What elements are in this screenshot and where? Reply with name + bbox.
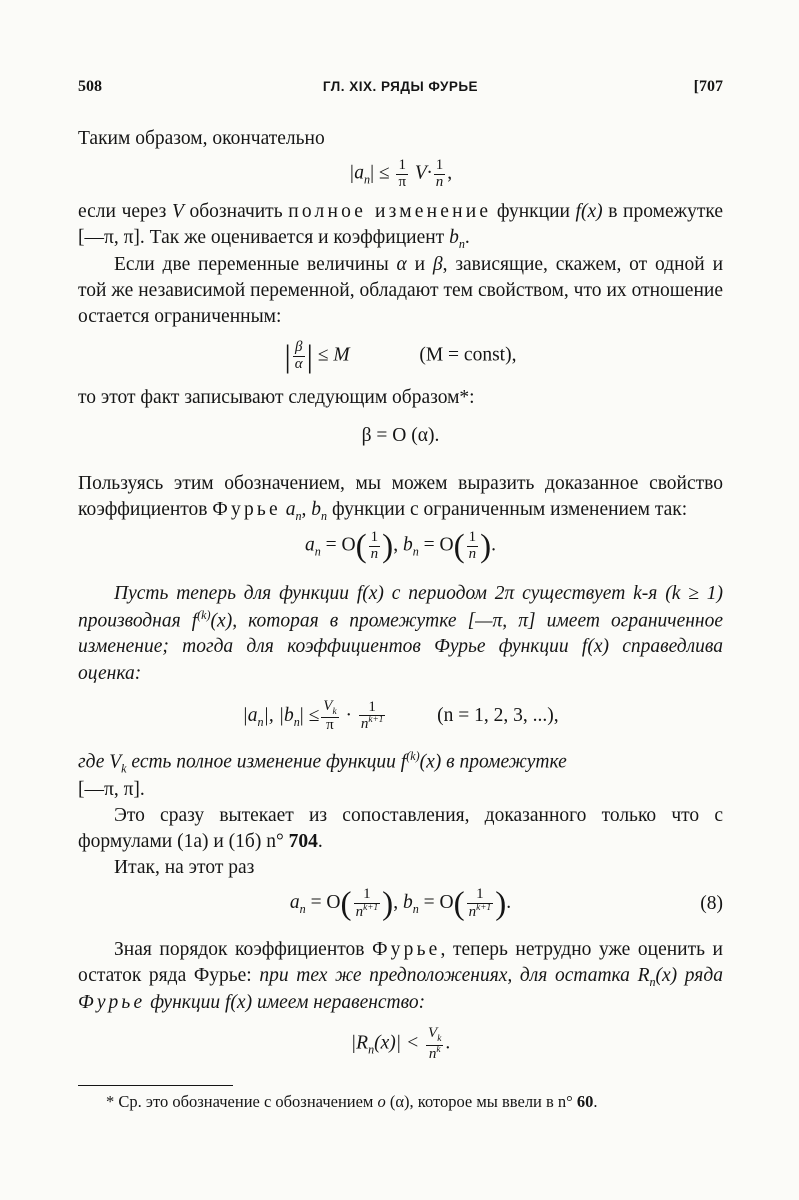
paragraph-10: Зная порядок коэффициентов Фурье, теперь нетрудно уже оценить и остаток ряда Фурье: при тех же предположениях, для остатка $R_n(x)$ ряда Фурье функции f(x) имеем неравенство: [78,938,723,1013]
paragraph-7: где $V_k$ есть полное изменение функции $f^{(k)}(x)$ в промежутке [—π, π]. [78,749,567,800]
running-title: ГЛ. XIX. РЯДЫ ФУРЬЕ [322,79,479,94]
page-number: 508 [78,78,102,95]
equation-5: $|a_n|$, $|b_n|$ ≤ $\frac{V_k}{\pi}$ · $\frac{1}{n^{k+1}}$ (n = 1, 2, 3, ...), [242,697,559,734]
paragraph-9: Итак, на этот раз [114,857,255,879]
paragraph-4: то этот факт записывают следующим образом*: [78,386,475,408]
paragraph-3: Если две переменные величины α и β, зависящие, скажем, от одной и той же независимой переменной, обладают тем свойством, что их отношение остается ограниченным: [78,253,724,328]
paragraph-2: если через V обозначить полное изменение функции f(x) в промежутке [—π, π]. Так же оценивается и коэффициент $b_n$. [78,200,723,251]
equation-1: $|a_n|$ ≤ $\frac{1}{\pi}$ V· $\frac{1}{n}$ , [348,157,453,190]
book-page [78,74,723,1113]
section-number: [707 [693,78,723,95]
equation-6: $a_n = O$( $\frac{1}{n^{k+1}}$ ), $b_n = O$( $\frac{1}{n^{k+1}}$ ). (8) [289,885,723,923]
page-header [78,74,723,104]
paragraph-1: Таким образом, окончательно [78,128,325,149]
footnote-rule [78,1085,233,1086]
equation-number: (8) [700,892,723,914]
theorem-paragraph: Пусть теперь для функции f(x) с периодом 2π существует k-я (k ≥ 1) производная $f^{(k)}(x)$, которая в промежутке [—π, π] имеет ограниченное изменение; тогда для коэффициентов Фурье функции f(x) справедлива оценка: [78,582,723,684]
equation-7: $|R_n(x)|$ < $\frac{V_k}{n^k}$ . [350,1025,451,1062]
paragraph-8: Это сразу вытекает из сопоставления, доказанного только что с формулами (1а) и (1б) n° 704. [78,804,723,853]
paragraph-5: Пользуясь этим обозначением, мы можем выразить доказанное свойство коэффициентов Фурье $a_n$, $b_n$ функции с ограниченным изменением так: [78,472,723,523]
equation-3: β = O (α). [361,424,440,446]
equation-4: $a_n = O$( $\frac{1}{n}$ ), $b_n = O$( $\frac{1}{n}$ ). [304,527,497,565]
equation-2: | $\frac{\beta}{\alpha}$ | ≤ M (M = const), [284,338,517,374]
footnote: * Ср. это обозначение с обозначением o (α), которое мы ввели в n° 60. [106,1091,598,1111]
